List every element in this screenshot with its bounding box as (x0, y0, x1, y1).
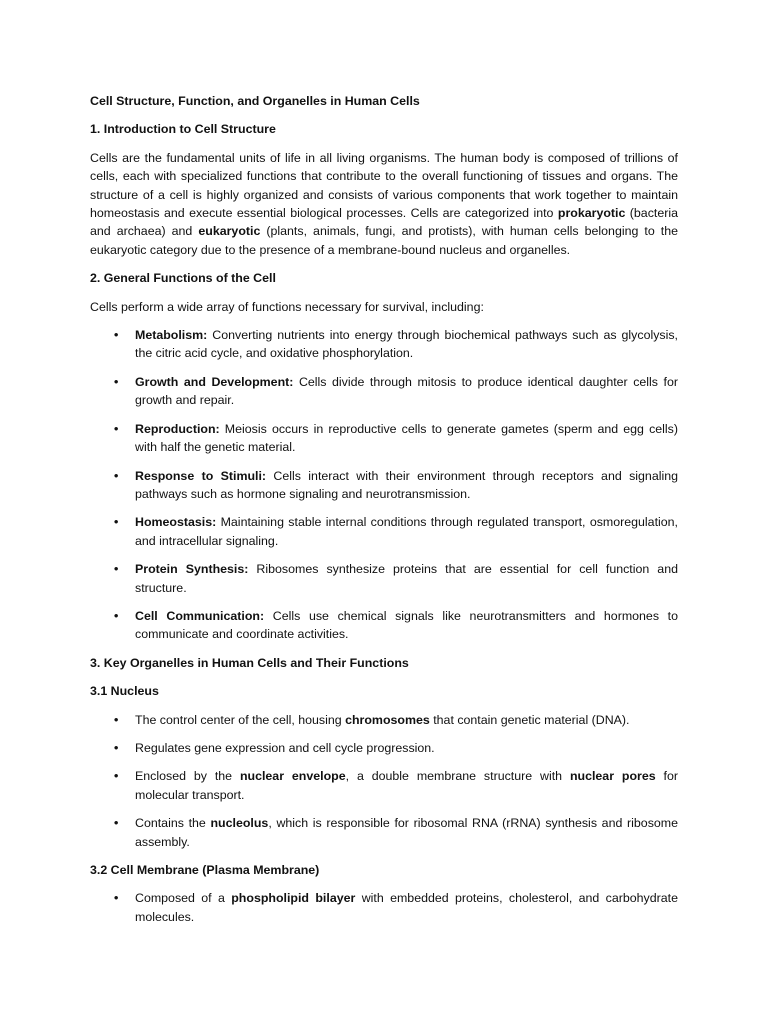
bullet-icon: • (114, 769, 119, 784)
list-item: • Response to Stimuli: Cells interact with their environment through receptors and signaling pathways such as hormone signaling and neurotransmission. (114, 468, 678, 501)
bullet-icon: • (114, 712, 119, 727)
list-item: • Homeostasis: Maintaining stable internal conditions through regulated transport, osmoregulation, and intracellular signaling. (114, 515, 678, 548)
document-page (90, 92, 678, 936)
bullet-icon: • (114, 562, 119, 577)
subsection-heading-nucleus: 3.1 Nucleus (90, 684, 159, 699)
list-item: • Reproduction: Meiosis occurs in reproductive cells to generate gametes (sperm and egg cells) with half the genetic material. (114, 421, 678, 455)
intro-paragraph: Cells are the fundamental units of life in all living organisms. The human body is composed of trillions of cells, each with specialized functions that contribute to the overall functioning of tissues and organs. The structure of a cell is highly organized and consists of various components that work together to maintain homeostasis and execute essential biological processes. Cells are categorized into prokaryotic (bacteria and archaea) and eukaryotic (plants, animals, fungi, and protists), with human cells belonging to the eukaryotic category due to the presence of a membrane-bound nucleus and organelles. (90, 150, 679, 257)
functions-list (90, 326, 678, 644)
subsection-heading-cell-membrane: 3.2 Cell Membrane (Plasma Membrane) (90, 863, 320, 877)
section-heading-key-organelles: 3. Key Organelles in Human Cells and Their Functions (90, 655, 409, 670)
list-item: • The control center of the cell, housing chromosomes that contain genetic material (DNA). (90, 711, 678, 729)
bullet-icon: • (114, 328, 119, 343)
list-item: • Growth and Development: Cells divide through mitosis to produce identical daughter cells for growth and repair. (114, 374, 678, 408)
bullet-icon: • (114, 891, 119, 906)
bullet-icon: • (114, 515, 119, 530)
list-item: • Composed of a phospholipid bilayer with embedded proteins, cholesterol, and carbohydrate molecules. (114, 891, 678, 924)
list-item: • Cell Communication: Cells use chemical signals like neurotransmitters and hormones to communicate and coordinate activities. (114, 608, 678, 642)
bullet-icon: • (114, 740, 119, 755)
document-title: Cell Structure, Function, and Organelles in Human Cells (90, 94, 420, 108)
membrane-list (90, 889, 678, 926)
bullet-icon: • (114, 816, 119, 831)
term-eukaryotic: eukaryotic (198, 224, 261, 239)
bullet-icon: • (114, 468, 119, 483)
list-item: • Regulates gene expression and cell cycle progression. (90, 739, 678, 757)
term-prokaryotic: prokaryotic (557, 206, 626, 221)
list-item: • Protein Synthesis: Ribosomes synthesize proteins that are essential for cell function and structure. (114, 562, 678, 595)
bullet-icon: • (114, 421, 119, 436)
list-item: • Metabolism: Converting nutrients into energy through biochemical pathways such as glycolysis, the citric acid cycle, and oxidative phosphorylation. (114, 328, 678, 361)
section-heading-introduction: 1. Introduction to Cell Structure (90, 122, 276, 137)
list-item: • Enclosed by the nuclear envelope, a double membrane structure with nuclear pores for molecular transport. (114, 769, 678, 802)
functions-intro: Cells perform a wide array of functions necessary for survival, including: (90, 299, 484, 314)
nucleus-list (90, 711, 678, 851)
section-heading-general-functions: 2. General Functions of the Cell (90, 271, 276, 286)
bullet-icon: • (114, 608, 119, 623)
list-item: • Contains the nucleolus, which is responsible for ribosomal RNA (rRNA) synthesis and ribosome assembly. (114, 816, 678, 849)
bullet-icon: • (114, 374, 119, 389)
